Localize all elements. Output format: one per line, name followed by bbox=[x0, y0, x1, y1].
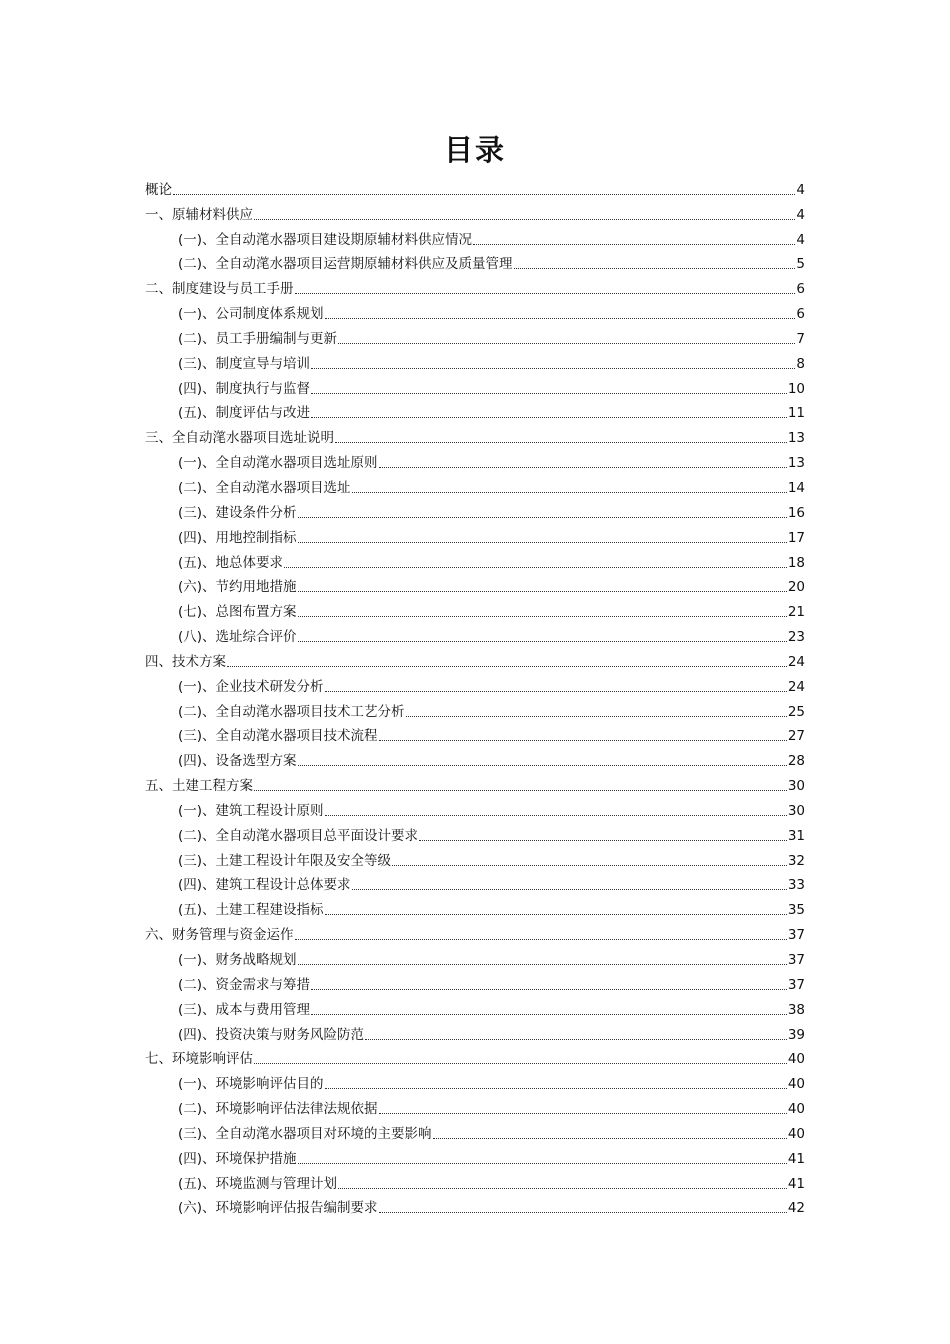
toc-leader-dots bbox=[284, 566, 787, 568]
toc-leader-dots bbox=[379, 466, 787, 468]
toc-leader-dots bbox=[298, 590, 787, 592]
toc-entry-label: (一)、全自动滗水器项目建设期原辅材料供应情况 bbox=[178, 231, 473, 248]
toc-entry-page-number: 33 bbox=[787, 877, 805, 894]
toc-entry-label: (一)、企业技术研发分析 bbox=[178, 678, 324, 695]
toc-leader-dots bbox=[325, 690, 787, 692]
toc-entry-label: (一)、建筑工程设计原则 bbox=[178, 802, 324, 819]
toc-entry-page-number: 40 bbox=[787, 1051, 805, 1068]
toc-entry-chapter[interactable] bbox=[0, 1044, 805, 1069]
toc-entry-page-number: 10 bbox=[787, 380, 805, 397]
toc-leader-dots bbox=[311, 416, 787, 418]
toc-entry-label: (五)、环境监测与管理计划 bbox=[178, 1175, 338, 1192]
toc-entry-section[interactable] bbox=[0, 572, 805, 597]
toc-entry-label: (一)、财务战略规划 bbox=[178, 952, 297, 968]
toc-entry-section[interactable] bbox=[0, 721, 805, 746]
toc-entry-section[interactable] bbox=[0, 969, 805, 994]
toc-entry-section[interactable] bbox=[0, 224, 805, 249]
toc-entry-page-number: 6 bbox=[796, 281, 805, 298]
toc-entry-section[interactable] bbox=[0, 596, 805, 621]
toc-entry-page-number: 37 bbox=[787, 952, 805, 968]
toc-leader-dots bbox=[311, 988, 787, 990]
toc-entry-chapter[interactable] bbox=[0, 174, 805, 199]
toc-entry-page-number: 17 bbox=[787, 529, 805, 546]
toc-entry-page-number: 31 bbox=[787, 827, 805, 844]
toc-entry-page-number: 41 bbox=[787, 1175, 805, 1192]
toc-leader-dots bbox=[338, 342, 795, 344]
toc-entry-page-number: 4 bbox=[796, 181, 805, 198]
toc-leader-dots bbox=[352, 491, 787, 493]
toc-entry-page-number: 40 bbox=[787, 1076, 805, 1093]
toc-entry-label: 二、制度建设与员工手册 bbox=[145, 281, 294, 298]
toc-entry-label: (四)、制度执行与监督 bbox=[178, 380, 311, 397]
toc-entry-label: (四)、投资决策与财务风险防范 bbox=[178, 1026, 365, 1043]
toc-entry-page-number: 40 bbox=[787, 1101, 805, 1118]
toc-entry-page-number: 35 bbox=[787, 902, 805, 919]
toc-entry-label: (三)、成本与费用管理 bbox=[178, 1001, 311, 1018]
toc-entry-chapter[interactable] bbox=[0, 273, 805, 298]
toc-entry-page-number: 24 bbox=[787, 653, 805, 670]
toc-entry-label: (六)、环境影响评估报告编制要求 bbox=[178, 1200, 378, 1217]
toc-entry-section[interactable] bbox=[0, 745, 805, 770]
toc-leader-dots bbox=[379, 739, 787, 741]
toc-leader-dots bbox=[379, 1112, 787, 1114]
toc-entry-section[interactable] bbox=[0, 1143, 805, 1168]
toc-leader-dots bbox=[254, 789, 787, 791]
toc-entry-page-number: 40 bbox=[787, 1125, 805, 1142]
toc-entry-label: (三)、土建工程设计年限及安全等级 bbox=[178, 852, 392, 869]
toc-entry-section[interactable] bbox=[0, 1168, 805, 1193]
toc-entry-page-number: 21 bbox=[787, 604, 805, 621]
toc-entry-page-number: 27 bbox=[787, 728, 805, 745]
toc-leader-dots bbox=[325, 814, 787, 816]
toc-leader-dots bbox=[227, 665, 787, 667]
toc-entry-page-number: 38 bbox=[787, 1001, 805, 1018]
toc-entry-page-number: 23 bbox=[787, 629, 805, 646]
toc-entry-section[interactable] bbox=[0, 870, 805, 895]
toc-leader-dots bbox=[406, 715, 787, 717]
toc-leader-dots bbox=[311, 1013, 787, 1015]
toc-leader-dots bbox=[311, 367, 795, 369]
toc-leader-dots bbox=[173, 193, 795, 195]
toc-entry-label: 五、土建工程方案 bbox=[145, 778, 253, 795]
toc-entry-label: (四)、建筑工程设计总体要求 bbox=[178, 877, 351, 894]
toc-entry-label: (五)、制度评估与改进 bbox=[178, 405, 311, 422]
toc-entry-section[interactable] bbox=[0, 398, 805, 423]
toc-entry-page-number: 25 bbox=[787, 703, 805, 720]
toc-entry-label: 三、全自动滗水器项目选址说明 bbox=[145, 430, 334, 447]
toc-entry-page-number: 39 bbox=[787, 1026, 805, 1043]
toc-entry-label: (五)、土建工程建设指标 bbox=[178, 902, 324, 919]
toc-leader-dots bbox=[433, 1137, 787, 1139]
toc-entry-label: (一)、环境影响评估目的 bbox=[178, 1076, 324, 1093]
toc-entry-section[interactable] bbox=[0, 621, 805, 646]
toc-entry-page-number: 13 bbox=[787, 430, 805, 447]
toc-entry-section[interactable] bbox=[0, 547, 805, 572]
toc-entry-label: (二)、全自动滗水器项目技术工艺分析 bbox=[178, 703, 405, 720]
toc-leader-dots bbox=[298, 764, 787, 766]
toc-entry-page-number: 6 bbox=[796, 306, 805, 323]
toc-entry-section[interactable] bbox=[0, 1019, 805, 1044]
toc-entry-section[interactable] bbox=[0, 472, 805, 497]
toc-entry-page-number: 37 bbox=[787, 927, 805, 944]
toc-entry-chapter[interactable] bbox=[0, 770, 805, 795]
toc-entry-label: (二)、全自动滗水器项目运营期原辅材料供应及质量管理 bbox=[178, 256, 513, 273]
toc-entry-section[interactable] bbox=[0, 373, 805, 398]
toc-leader-dots bbox=[419, 839, 787, 841]
toc-entry-label: (七)、总图布置方案 bbox=[178, 604, 297, 621]
toc-entry-label: (三)、建设条件分析 bbox=[178, 504, 297, 521]
toc-entry-section[interactable] bbox=[0, 249, 805, 274]
toc-entry-section[interactable] bbox=[0, 845, 805, 870]
toc-entry-chapter[interactable] bbox=[0, 422, 805, 447]
toc-entry-page-number: 13 bbox=[787, 455, 805, 472]
toc-entry-label: (四)、用地控制指标 bbox=[178, 529, 297, 546]
toc-entry-chapter[interactable] bbox=[0, 199, 805, 224]
toc-leader-dots bbox=[298, 615, 787, 617]
toc-leader-dots bbox=[298, 541, 787, 543]
toc-entry-label: (二)、员工手册编制与更新 bbox=[178, 330, 338, 347]
toc-entry-section[interactable] bbox=[0, 1193, 805, 1218]
toc-entry-chapter[interactable] bbox=[0, 919, 805, 944]
toc-entry-page-number: 14 bbox=[787, 479, 805, 496]
toc-entry-label: (八)、选址综合评价 bbox=[178, 629, 297, 646]
toc-entry-section[interactable] bbox=[0, 894, 805, 919]
toc-entry-chapter[interactable] bbox=[0, 646, 805, 671]
toc-entry-page-number: 11 bbox=[787, 405, 805, 422]
toc-entry-label: 六、财务管理与资金运作 bbox=[145, 927, 294, 944]
toc-leader-dots bbox=[325, 317, 796, 319]
toc-entry-label: (一)、公司制度体系规划 bbox=[178, 306, 324, 323]
toc-entry-section[interactable] bbox=[0, 298, 805, 323]
toc-entry-label: 四、技术方案 bbox=[145, 653, 226, 670]
toc-leader-dots bbox=[254, 1062, 787, 1064]
toc-leader-dots bbox=[295, 292, 796, 294]
toc-entry-section[interactable] bbox=[0, 994, 805, 1019]
toc-leader-dots bbox=[325, 913, 787, 915]
toc-leader-dots bbox=[335, 441, 787, 443]
toc-entry-page-number: 37 bbox=[787, 976, 805, 993]
toc-list bbox=[0, 174, 950, 1217]
toc-entry-page-number: 30 bbox=[787, 802, 805, 819]
toc-entry-section[interactable] bbox=[0, 696, 805, 721]
toc-entry-page-number: 4 bbox=[796, 231, 805, 248]
toc-entry-section[interactable] bbox=[0, 820, 805, 845]
toc-leader-dots bbox=[298, 963, 787, 965]
toc-entry-page-number: 16 bbox=[787, 504, 805, 521]
toc-entry-label: (二)、环境影响评估法律法规依据 bbox=[178, 1101, 378, 1118]
toc-leader-dots bbox=[325, 1087, 787, 1089]
toc-entry-label: 概论 bbox=[145, 181, 172, 198]
toc-entry-section[interactable] bbox=[0, 447, 805, 472]
toc-leader-dots bbox=[352, 888, 787, 890]
toc-entry-section[interactable] bbox=[0, 497, 805, 522]
toc-entry-section[interactable] bbox=[0, 1118, 805, 1143]
toc-title: 目录 bbox=[443, 133, 506, 167]
toc-entry-page-number: 42 bbox=[787, 1200, 805, 1217]
toc-entry-page-number: 20 bbox=[787, 579, 805, 596]
toc-entry-label: (四)、设备选型方案 bbox=[178, 753, 297, 770]
toc-leader-dots bbox=[295, 938, 787, 940]
toc-entry-section[interactable] bbox=[0, 671, 805, 696]
toc-entry-section[interactable] bbox=[0, 323, 805, 348]
toc-entry-label: (六)、节约用地措施 bbox=[178, 579, 297, 596]
toc-leader-dots bbox=[254, 218, 795, 220]
toc-entry-section[interactable] bbox=[0, 348, 805, 373]
toc-leader-dots bbox=[298, 516, 787, 518]
toc-entry-page-number: 7 bbox=[796, 330, 805, 347]
toc-leader-dots bbox=[311, 392, 787, 394]
toc-entry-label: (三)、制度宣导与培训 bbox=[178, 355, 311, 372]
toc-entry-section[interactable] bbox=[0, 795, 805, 820]
toc-entry-page-number: 8 bbox=[796, 355, 805, 372]
toc-entry-label: (三)、全自动滗水器项目技术流程 bbox=[178, 728, 378, 745]
toc-entry-section[interactable] bbox=[0, 1068, 805, 1093]
toc-entry-page-number: 30 bbox=[787, 778, 805, 795]
toc-entry-label: 七、环境影响评估 bbox=[145, 1051, 253, 1068]
toc-leader-dots bbox=[392, 864, 787, 866]
toc-entry-label: (四)、环境保护措施 bbox=[178, 1150, 297, 1167]
toc-entry-label: 一、原辅材料供应 bbox=[145, 206, 253, 223]
toc-entry-label: (三)、全自动滗水器项目对环境的主要影响 bbox=[178, 1125, 432, 1142]
toc-leader-dots bbox=[514, 267, 796, 269]
toc-leader-dots bbox=[338, 1187, 787, 1189]
toc-leader-dots bbox=[298, 640, 787, 642]
toc-entry-label: (二)、全自动滗水器项目选址 bbox=[178, 479, 351, 496]
toc-entry-page-number: 5 bbox=[796, 256, 805, 273]
toc-entry-label: (五)、地总体要求 bbox=[178, 554, 284, 571]
toc-entry-label: (二)、全自动滗水器项目总平面设计要求 bbox=[178, 827, 419, 844]
toc-entry-page-number: 32 bbox=[787, 852, 805, 869]
toc-entry-section[interactable] bbox=[0, 944, 805, 969]
toc-entry-page-number: 28 bbox=[787, 753, 805, 770]
toc-entry-page-number: 18 bbox=[787, 554, 805, 571]
toc-leader-dots bbox=[365, 1038, 787, 1040]
toc-leader-dots bbox=[298, 1162, 787, 1164]
toc-entry-label: (一)、全自动滗水器项目选址原则 bbox=[178, 455, 378, 472]
toc-entry-section[interactable] bbox=[0, 1093, 805, 1118]
toc-entry-page-number: 4 bbox=[796, 206, 805, 223]
toc-entry-section[interactable] bbox=[0, 522, 805, 547]
toc-entry-page-number: 24 bbox=[787, 678, 805, 695]
toc-leader-dots bbox=[473, 243, 795, 245]
toc-entry-page-number: 41 bbox=[787, 1150, 805, 1167]
toc-entry-label: (二)、资金需求与筹措 bbox=[178, 976, 311, 993]
toc-leader-dots bbox=[379, 1211, 787, 1213]
